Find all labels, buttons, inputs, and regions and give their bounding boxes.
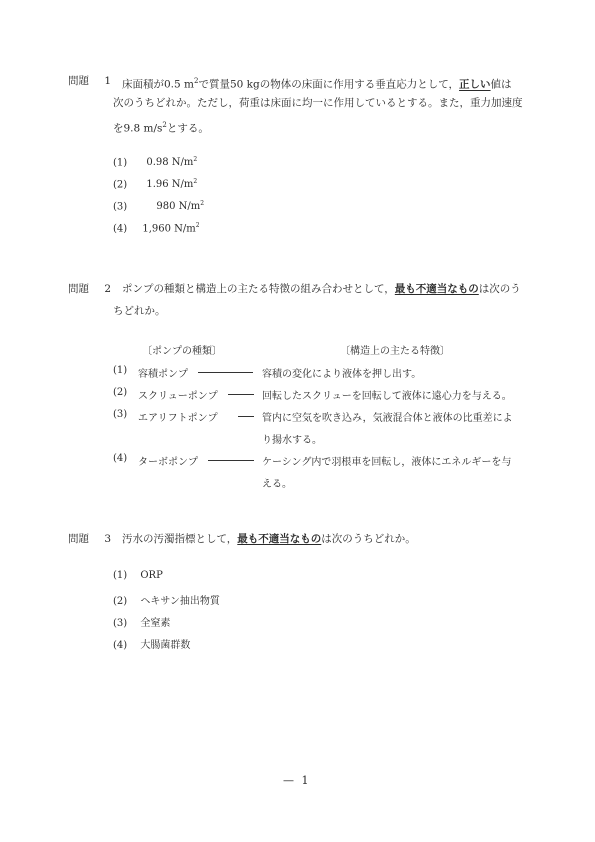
q1-option-num: (4) — [113, 223, 128, 235]
q2-row-3-num: (3) — [113, 409, 128, 420]
q2-row-1-pump: 容積ポンプ — [138, 369, 188, 380]
q2-row-2-connector — [228, 394, 254, 395]
q2-line1-end: は次のう — [478, 283, 521, 295]
q3-line1 — [122, 528, 416, 550]
q1-option-value: 0.98 $N/m^2$ — [146, 156, 198, 169]
page-number — [283, 774, 309, 787]
q3-option-3 — [113, 614, 170, 629]
q1-line1-end: 値は — [490, 78, 512, 91]
q2-row-4-feature: ケーシング内で羽根車を回転し，液体にエネルギーを与 — [262, 457, 512, 468]
q2-row-3-connector — [238, 416, 254, 417]
q2-col-header-pump: 〔ポンプの種類〕 — [142, 346, 222, 357]
q2-row-4-feature-cont: える。 — [262, 479, 292, 490]
q2-row-1-connector — [198, 372, 253, 373]
q3-option-value: ORP — [140, 570, 163, 581]
q2-row-1-feature: 容積の変化により液体を押し出す。 — [262, 369, 422, 380]
q1-option-num: (2) — [113, 179, 128, 191]
q1-heading — [68, 70, 111, 92]
q1-option-1 — [113, 156, 232, 168]
q1-line3-text: を9.8 m/s — [113, 122, 163, 135]
q2-line2: ちどれか。 — [113, 305, 166, 317]
q1-option-value: 1,960 $N/m^2$ — [142, 222, 200, 235]
q1-option-num: (1) — [113, 157, 128, 169]
q1-option-value: 1.96 $N/m^2$ — [146, 178, 198, 191]
q3-option-4 — [113, 636, 190, 651]
q2-row-1-num: (1) — [113, 365, 128, 376]
q2-row-2-feature: 回転したスクリューを回転して液体に遠心力を与える。 — [262, 391, 512, 402]
q3-option-value: 全窒素 — [140, 618, 171, 629]
q1-option-4 — [113, 222, 232, 234]
q1-line1-text2: で質量50 kgの物体の床面に作用する垂直応力として， — [198, 78, 460, 91]
q3-option-value: 大腸菌群数 — [140, 640, 191, 651]
q2-row-4-connector — [208, 460, 254, 461]
q3-option-num: (1) — [113, 570, 128, 581]
q3-option-value: ヘキサン抽出物質 — [140, 596, 220, 607]
q1-option-3 — [113, 200, 232, 212]
q2-row-3-feature-cont: り揚水する。 — [262, 435, 322, 446]
q3-option-1 — [113, 570, 163, 581]
q1-line3 — [113, 114, 209, 140]
q1-line1-text: 床面積が0.5 m — [122, 78, 194, 91]
q3-option-num: (4) — [113, 640, 128, 651]
q1-line3-end: とする。 — [166, 122, 209, 135]
q2-row-2-num: (2) — [113, 387, 128, 398]
q1-label: 問題 — [68, 75, 89, 87]
q2-col-header-feature: 〔構造上の主たる特徴〕 — [340, 346, 450, 357]
q3-heading — [68, 528, 111, 550]
q1-line1-sup: 2 — [194, 77, 199, 85]
page-number-dash: — — [283, 774, 294, 787]
q1-number: 1 — [104, 75, 112, 87]
q3-label: 問題 — [68, 533, 89, 545]
page-number-value: 1 — [301, 774, 309, 787]
q1-option-value: 980 $N/m^2$ — [156, 200, 205, 213]
q2-heading — [68, 278, 111, 300]
q3-option-2 — [113, 592, 220, 607]
q3-option-num: (2) — [113, 596, 128, 607]
q2-label: 問題 — [68, 283, 89, 295]
q1-option-2 — [113, 178, 232, 190]
q2-emphasis: 最も不適当なもの — [394, 283, 479, 295]
q1-line2: 次のうちどれか。ただし，荷重は床面に均一に作用しているとする。また，重力加速度 — [113, 97, 523, 109]
q3-line1-end: は次のうちどれか。 — [321, 533, 416, 545]
q3-line1-text: 汚水の汚濁指標として， — [122, 533, 238, 545]
q2-row-3-pump: エアリフトポンプ — [138, 413, 218, 424]
q2-line1 — [122, 278, 521, 300]
q2-line1-text: ポンプの種類と構造上の主たる特徴の組み合わせとして， — [122, 283, 395, 295]
q3-number: 3 — [104, 533, 112, 545]
q2-row-4-pump: ターボポンプ — [138, 457, 198, 468]
q3-emphasis: 最も不適当なもの — [237, 533, 322, 545]
q2-row-2-pump: スクリューポンプ — [138, 391, 218, 402]
q3-option-num: (3) — [113, 618, 128, 629]
q1-option-num: (3) — [113, 201, 128, 213]
q2-row-3-feature: 管内に空気を吹き込み，気液混合体と液体の比重差によ — [262, 413, 513, 424]
q2-row-4-num: (4) — [113, 453, 128, 464]
q1-emphasis: 正しい — [459, 78, 491, 91]
q1-line3-sup: 2 — [162, 121, 167, 129]
q2-number: 2 — [104, 283, 112, 295]
